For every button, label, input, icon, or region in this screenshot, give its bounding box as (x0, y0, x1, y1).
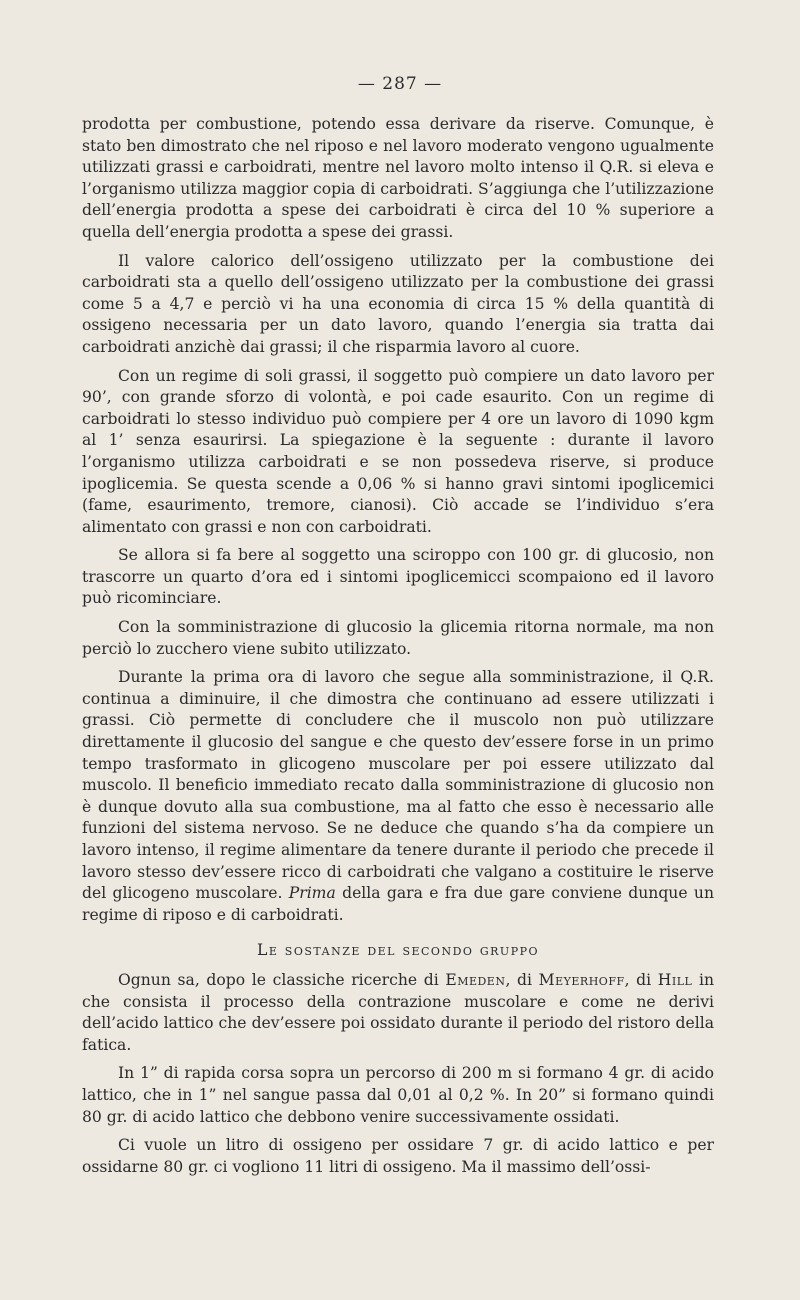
author-name: Emeden (445, 970, 506, 989)
body-text (82, 114, 714, 1185)
emphasized-word: Prima (288, 884, 336, 903)
paragraph-text: in che consista il processo della contrazione muscolare e come ne derivi dell’acido lattico che dev’essere poi ossidato durante il periodo del ristoro della fatica. (82, 970, 714, 1054)
paragraph: Con la somministrazione di glucosio la glicemia ritorna normale, ma non perciò lo zucchero viene subito utilizzato. (82, 618, 714, 658)
author-name: Meyerhoff (538, 970, 625, 989)
paragraph-text: della gara e fra due gare conviene dunque un regime di riposo e di carboidrati. (82, 884, 714, 924)
paragraph: prodotta per combustione, potendo essa derivare da riserve. Comunque, è stato ben dimostrato che nel riposo e nel lavoro moderato vengono ugualmente utilizzati grassi e carboidrati, mentre nel lavoro molto intenso il Q.R. si eleva e l’organismo utilizza maggior copia di carboidrati. S’aggiunga che l’utilizzazione dell’energia prodotta a spese dei carboidrati è circa del 10 % superiore a quella dell’energia prodotta a spese dei grassi. (82, 115, 715, 241)
paragraph (82, 667, 714, 926)
paragraph: Se allora si fa bere al soggetto una sciroppo con 100 gr. di glucosio, non trascorre un quarto d’ora ed i sintomi ipoglicemicci scompaiono ed il lavoro può ricominciare. (82, 546, 714, 608)
paragraph-text: , di (505, 970, 539, 989)
paragraph: Ci vuole un litro di ossigeno per ossidare 7 gr. di acido lattico e per ossidarne 80 gr. ci vogliono 11 litri di ossigeno. Ma il massimo dell’ossi- (82, 1136, 714, 1176)
section-heading: Le sostanze del secondo gruppo (256, 941, 540, 960)
paragraph: In 1” di rapida corsa sopra un percorso di 200 m si formano 4 gr. di acido lattico, che in 1” nel sangue passa dal 0,01 al 0,2 %. In 20” si formano quindi 80 gr. di acido lattico che debbono venire successivamente ossidati. (82, 1064, 714, 1126)
paragraph-text: , di (624, 970, 658, 989)
paragraph: Con un regime di soli grassi, il soggetto può compiere un dato lavoro per 90’, con grande sforzo di volontà, e poi cade esaurito. Con un regime di carboidrati lo stesso individuo può compiere per 4 ore un lavoro di 1090 kgm al 1’ senza esaurirsi. La spiegazione è la seguente : durante il lavoro l’organismo utilizza carboidrati e se non possedeva riserve, si produce ipoglicemia. Se questa scende a 0,06 % si hanno gravi sintomi ipoglicemici (fame, esaurimento, tremore, cianosi). Ciò accade se l’individuo s’era alimentato con grassi e non con carboidrati. (82, 366, 714, 536)
paragraph: Il valore calorico dell’ossigeno utilizzato per la combustione dei carboidrati sta a quello dell’ossigeno utilizzato per la combustione dei grassi come 5 a 4,7 e perciò vi ha una economia di circa 15 % della quantità di ossigeno necessaria per un dato lavoro, quando l’energia sia tratta dai carboidrati anzichè dai grassi; il che risparmia lavoro al cuore. (82, 251, 714, 356)
page-number: — 287 — (357, 74, 443, 94)
author-name: Hill (657, 970, 693, 989)
paragraph-text: Durante la prima ora di lavoro che segue alla somministrazione, il Q.R. continua a diminuire, il che dimostra che continuano ad essere utilizzati i grassi. Ciò permette di concludere che il muscolo non può utilizzare direttamente il glucosio del sangue e che questo dev’essere forse in un primo tempo trasformato in glicogeno muscolare per poi essere utilizzato dal muscolo. Il beneficio immediato recato dalla somministrazione di glucosio non è dunque dovuto alla sua combustione, ma al fatto che esso è necessario alle funzioni del sistema nervoso. Se ne deduce che quando s’ha da compiere un lavoro intenso, il regime alimentare da tenere durante il periodo che precede il lavoro stesso dev’essere ricco di carboidrati che valgano a costituire le riserve del glicogeno muscolare. (82, 668, 714, 903)
paragraph (82, 970, 714, 1056)
paragraph-text: Ognun sa, dopo le classiche ricerche di (118, 970, 446, 989)
